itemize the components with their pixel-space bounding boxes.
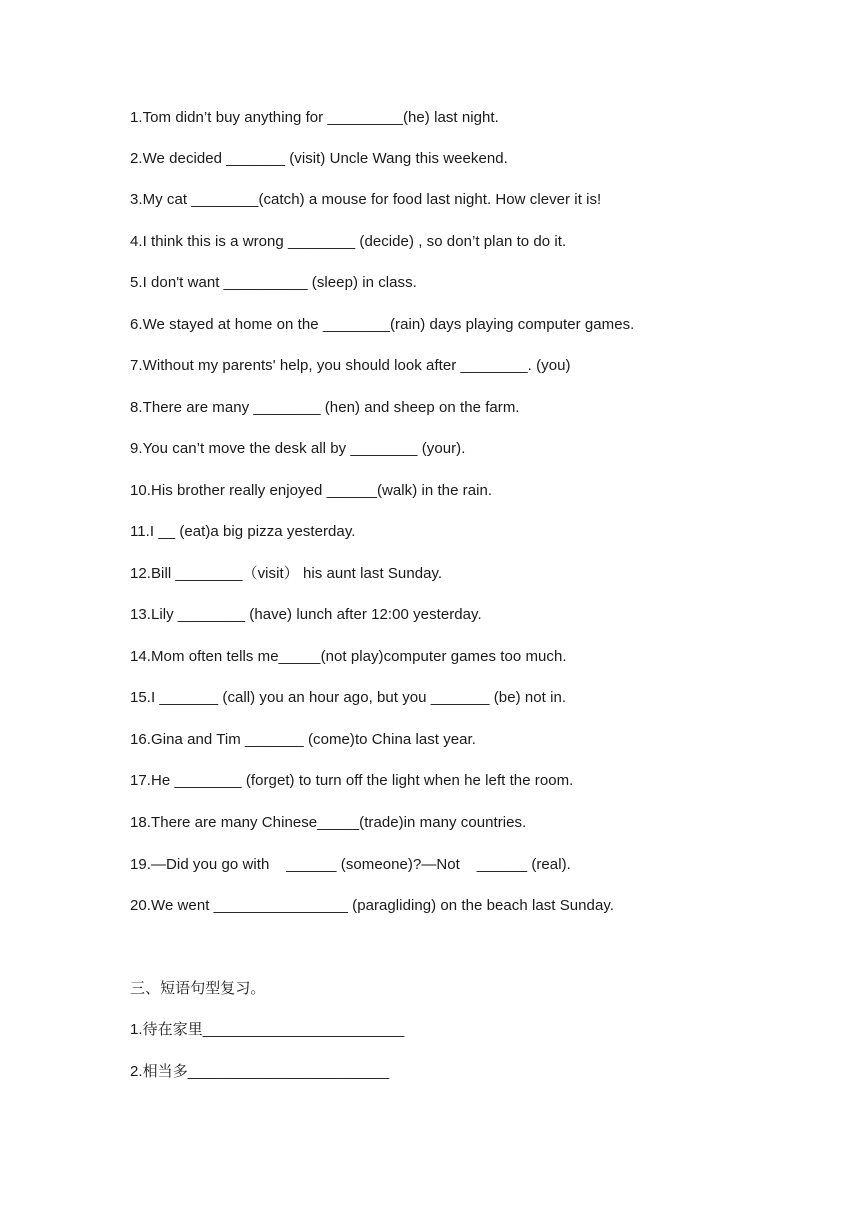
exercise-2: 2.We decided _______ (visit) Uncle Wang this weekend. xyxy=(130,150,508,167)
exercise-8: 8.There are many ________ (hen) and sheep on the farm. xyxy=(130,399,520,416)
exercise-15: 15.I _______ (call) you an hour ago, but you _______ (be) not in. xyxy=(130,689,567,706)
exercise-10: 10.His brother really enjoyed ______(walk) in the rain. xyxy=(130,482,493,499)
exercise-12: 12.Bill ________（visit） his aunt last Sunday. xyxy=(130,565,443,582)
exercise-7: 7.Without my parents' help, you should look after ________. (you) xyxy=(130,357,571,374)
exercise-18: 18.There are many Chinese_____(trade)in many countries. xyxy=(130,814,527,831)
exercise-11: 11.I __ (eat)a big pizza yesterday. xyxy=(130,523,356,540)
exercise-20: 20.We went ________________ (paragliding) on the beach last Sunday. xyxy=(130,897,614,914)
exercise-1: 1.Tom didn’t buy anything for _________(he) last night. xyxy=(130,109,499,126)
exercise-3: 3.My cat ________(catch) a mouse for food last night. How clever it is! xyxy=(130,191,602,208)
exercise-6: 6.We stayed at home on the ________(rain) days playing computer games. xyxy=(130,316,635,333)
exercise-14: 14.Mom often tells me_____(not play)computer games too much. xyxy=(130,648,567,665)
section-3-item-1: 1.待在家里________________________ xyxy=(130,1021,405,1038)
section-3-item-2: 2.相当多________________________ xyxy=(130,1063,390,1080)
exercise-17: 17.He ________ (forget) to turn off the light when he left the room. xyxy=(130,772,574,789)
exercise-13: 13.Lily ________ (have) lunch after 12:00 yesterday. xyxy=(130,606,482,623)
exercise-4: 4.I think this is a wrong ________ (decide) , so don’t plan to do it. xyxy=(130,233,567,250)
exercise-19: 19.—Did you go with ______ (someone)?—Not ______ (real). xyxy=(130,856,571,873)
exercise-16: 16.Gina and Tim _______ (come)to China last year. xyxy=(130,731,476,748)
section-3-heading: 三、短语句型复习。 xyxy=(130,980,266,997)
exercise-9: 9.You can’t move the desk all by ________ (your). xyxy=(130,440,466,457)
exercise-5: 5.I don't want __________ (sleep) in class. xyxy=(130,274,417,291)
